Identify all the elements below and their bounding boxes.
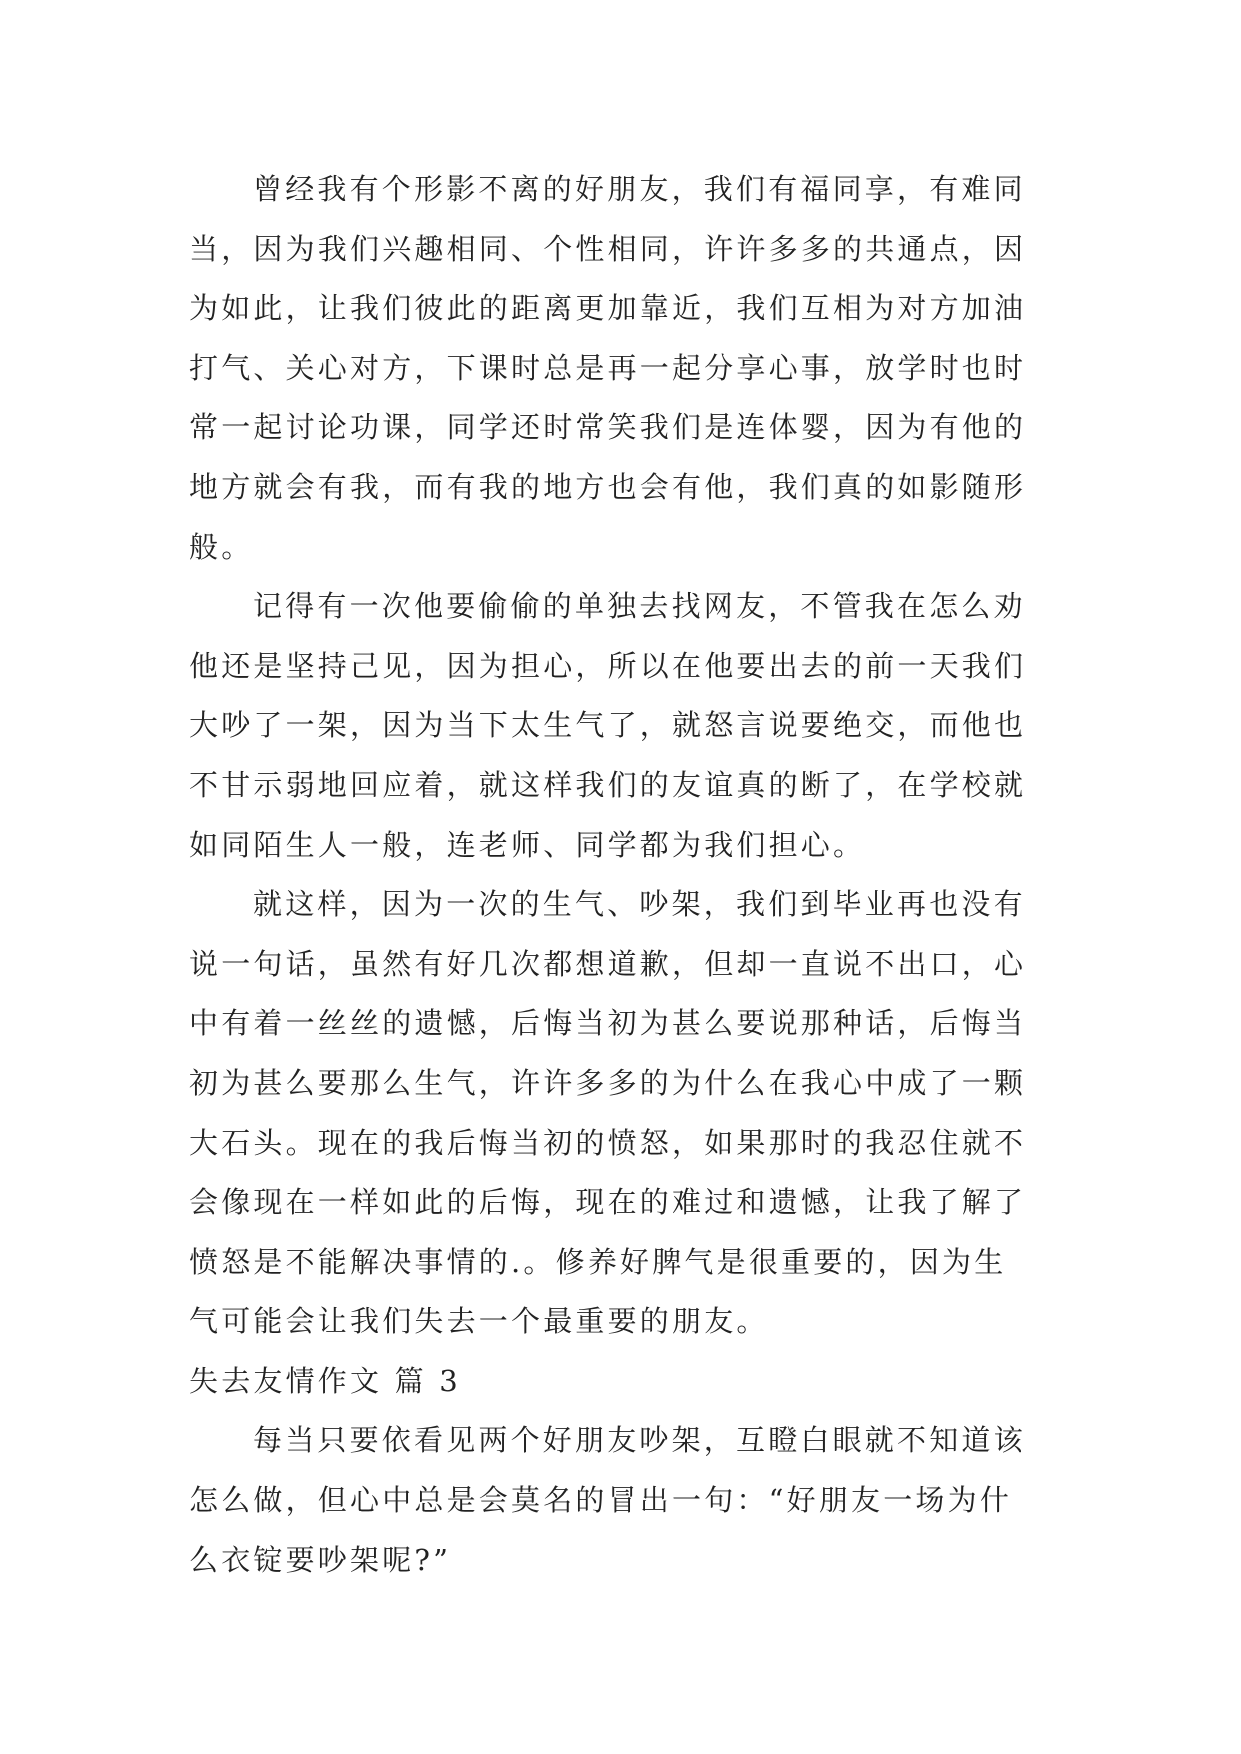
text-line: 大吵了一架，因为当下太生气了，就怒言说要绝交，而他也: [189, 708, 1027, 743]
text-line: 愤怒是不能解决事情的.。修养好脾气是很重要的，因为生: [189, 1244, 1007, 1279]
paragraph-first-line: 曾经我有个形影不离的好朋友，我们有福同享，有难同: [253, 172, 1026, 206]
text-line: 气可能会让我们失去一个最重要的朋友。: [189, 1304, 769, 1339]
text-line: 失去友情作文 篇 3: [189, 1363, 461, 1398]
text-line: 么衣锭要吵架呢?”: [189, 1542, 452, 1577]
text-line: 打气、关心对方，下课时总是再一起分享心事，放学时也时: [189, 350, 1027, 385]
text-line: 地方就会有我，而有我的地方也会有他，我们真的如影随形: [189, 469, 1027, 504]
paragraph-first-line: 就这样，因为一次的生气、吵架，我们到毕业再也没有: [253, 887, 1026, 922]
paragraph-first-line: 记得有一次他要偷偷的单独去找网友，不管我在怎么劝: [253, 589, 1026, 624]
text-line: 常一起讨论功课，同学还时常笑我们是连体婴，因为有他的: [189, 410, 1027, 445]
text-line: 说一句话，虽然有好几次都想道歉，但却一直说不出口，心: [189, 946, 1027, 981]
text-line: 为如此，让我们彼此的距离更加靠近，我们互相为对方加油: [189, 291, 1027, 326]
text-line: 怎么做，但心中总是会莫名的冒出一句：“好朋友一场为什: [189, 1483, 1013, 1518]
text-line: 不甘示弱地回应着，就这样我们的友谊真的断了，在学校就: [189, 767, 1027, 802]
text-line: 他还是坚持己见，因为担心，所以在他要出去的前一天我们: [189, 648, 1027, 683]
text-line: 当，因为我们兴趣相同、个性相同，许许多多的共通点，因: [189, 231, 1027, 266]
paragraph-first-line: 每当只要依看见两个好朋友吵架，互瞪白眼就不知道该: [253, 1423, 1026, 1458]
text-line: 般。: [189, 529, 254, 564]
document-body: [189, 160, 1049, 1590]
text-line: 中有着一丝丝的遗憾，后悔当初为甚么要说那种话，后悔当: [189, 1006, 1027, 1041]
text-line: 大石头。现在的我后悔当初的愤怒，如果那时的我忍住就不: [189, 1125, 1027, 1160]
text-line: 会像现在一样如此的后悔，现在的难过和遗憾，让我了解了: [189, 1185, 1027, 1220]
text-line: 初为甚么要那么生气，许许多多的为什么在我心中成了一颗: [189, 1065, 1027, 1100]
text-line: 如同陌生人一般，连老师、同学都为我们担心。: [189, 827, 866, 862]
